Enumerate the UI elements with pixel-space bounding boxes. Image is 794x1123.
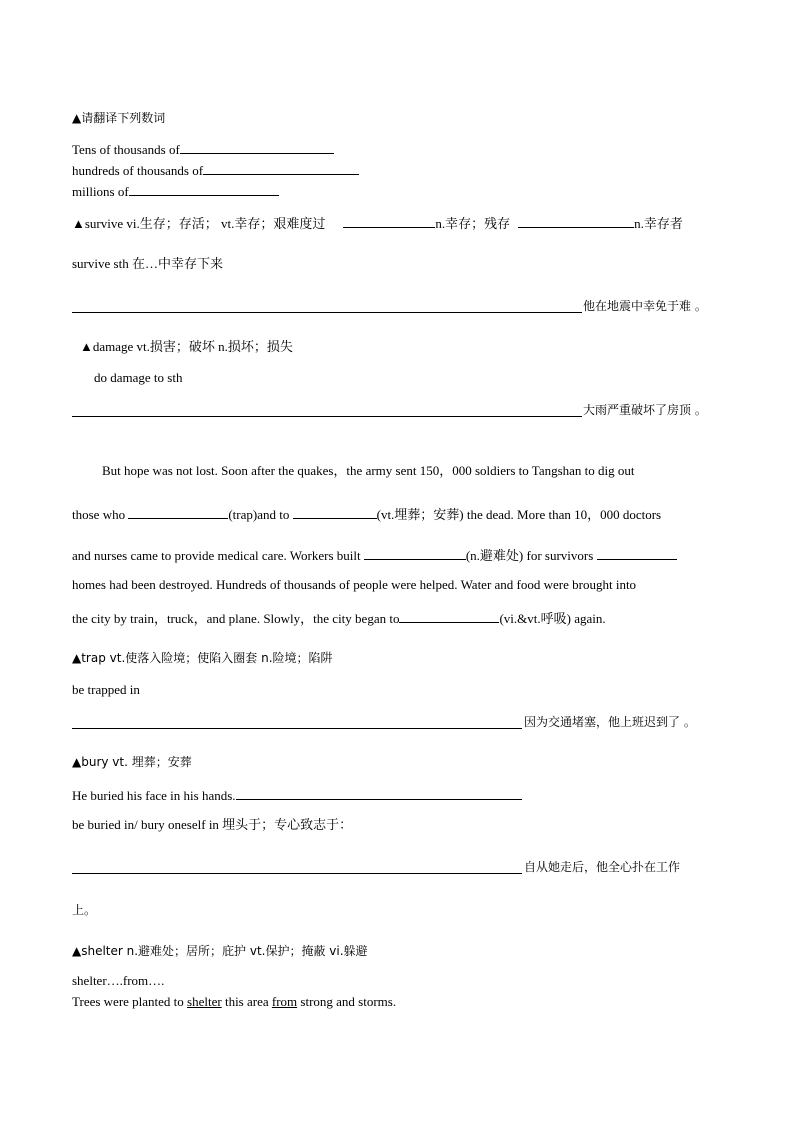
bury-example: He buried his face in his hands. xyxy=(72,788,236,803)
survive-noun-blank[interactable] xyxy=(343,214,435,228)
passage-l2-a: those who xyxy=(72,507,126,522)
survive-entry xyxy=(72,214,683,232)
bury-answer-line[interactable] xyxy=(72,873,522,874)
bury-blank[interactable] xyxy=(293,505,377,519)
survive-answer-line[interactable] xyxy=(72,312,582,313)
shelter-blank[interactable] xyxy=(364,546,466,560)
shelter-ex-a: Trees were planted to xyxy=(72,994,184,1009)
passage-line-1: But hope was not lost. Soon after the quakes，the army sent 150，000 soldiers to Tangshan to dig out xyxy=(102,463,635,478)
hundreds-line xyxy=(72,161,359,179)
survive-phrase: survive sth 在…中幸存下来 xyxy=(72,256,223,271)
tens-line xyxy=(72,140,334,158)
passage-line-3 xyxy=(72,546,677,564)
passage-l5-b: (vi.&vt.呼吸) again. xyxy=(499,611,606,626)
shelter-example xyxy=(72,994,396,1010)
passage-l2-b: (trap)and to xyxy=(228,507,290,522)
shelter-entry: ▲shelter n.避难处；居所；庇护 vt.保护；掩蔽 vi.躲避 xyxy=(72,944,368,958)
bury-entry: ▲bury vt. 埋葬；安葬 xyxy=(72,755,192,769)
numerals-heading: ▲请翻译下列数词 xyxy=(72,111,166,125)
bury-example-line xyxy=(72,786,522,804)
trap-sentence: 因为交通堵塞，他上班迟到了 。 xyxy=(524,715,696,729)
passage-line-2 xyxy=(72,505,661,523)
hundreds-blank[interactable] xyxy=(203,161,359,175)
survive-entry-b: n.幸存；残存 xyxy=(435,216,511,231)
survive-entry-a: ▲survive vi.生存；存活； vt.幸存；艰难度过 xyxy=(72,216,326,231)
passage-l3-a: and nurses came to provide medical care. Workers built xyxy=(72,548,361,563)
trap-blank[interactable] xyxy=(128,505,228,519)
bury-sentence-end: 上。 xyxy=(72,903,97,917)
survivor-blank[interactable] xyxy=(518,214,634,228)
survive-entry-c: n.幸存者 xyxy=(634,216,683,231)
millions-label: millions of xyxy=(72,184,129,199)
bury-phrase: be buried in/ bury oneself in 埋头于；专心致志于： xyxy=(72,817,353,832)
shelter-ex-b: this area xyxy=(224,994,269,1009)
trap-answer-line[interactable] xyxy=(72,728,522,729)
trap-phrase: be trapped in xyxy=(72,682,140,697)
trap-entry: ▲trap vt.使落入险境；使陷入圈套 n.险境；陷阱 xyxy=(72,651,333,665)
passage-l2-c: (vt.埋葬；安葬) the dead. More than 10，000 doctors xyxy=(376,507,662,522)
survive-sentence: 他在地震中幸免于难 。 xyxy=(583,299,707,313)
tens-blank[interactable] xyxy=(180,140,334,154)
passage-line-4: homes had been destroyed. Hundreds of thousands of people were helped. Water and food were brought into xyxy=(72,577,637,592)
shelter-ex-word-from: from xyxy=(271,994,298,1009)
shelter-phrase: shelter….from…. xyxy=(72,973,165,988)
damage-answer-line[interactable] xyxy=(72,416,582,417)
damage-sentence: 大雨严重破坏了房顶 。 xyxy=(583,403,707,417)
passage-line-5 xyxy=(72,609,606,627)
millions-line xyxy=(72,182,279,200)
damage-phrase: do damage to sth xyxy=(94,370,183,385)
millions-blank[interactable] xyxy=(129,182,279,196)
passage-l5-a: the city by train，truck，and plane. Slowly，the city began to xyxy=(72,611,400,626)
passage-l3-b: (n.避难处) for survivors xyxy=(465,548,594,563)
tens-label: Tens of thousands of xyxy=(72,142,180,157)
hundreds-label: hundreds of thousands of xyxy=(72,163,204,178)
relative-blank[interactable] xyxy=(597,546,677,560)
bury-example-blank[interactable] xyxy=(236,786,522,800)
damage-entry: ▲damage vt.损害；破坏 n.损坏；损失 xyxy=(80,339,293,354)
shelter-ex-c: strong and storms. xyxy=(300,994,397,1009)
bury-sentence: 自从她走后，他全心扑在工作 xyxy=(524,860,681,874)
shelter-ex-word-shelter: shelter xyxy=(187,994,222,1009)
breathe-blank[interactable] xyxy=(399,609,499,623)
